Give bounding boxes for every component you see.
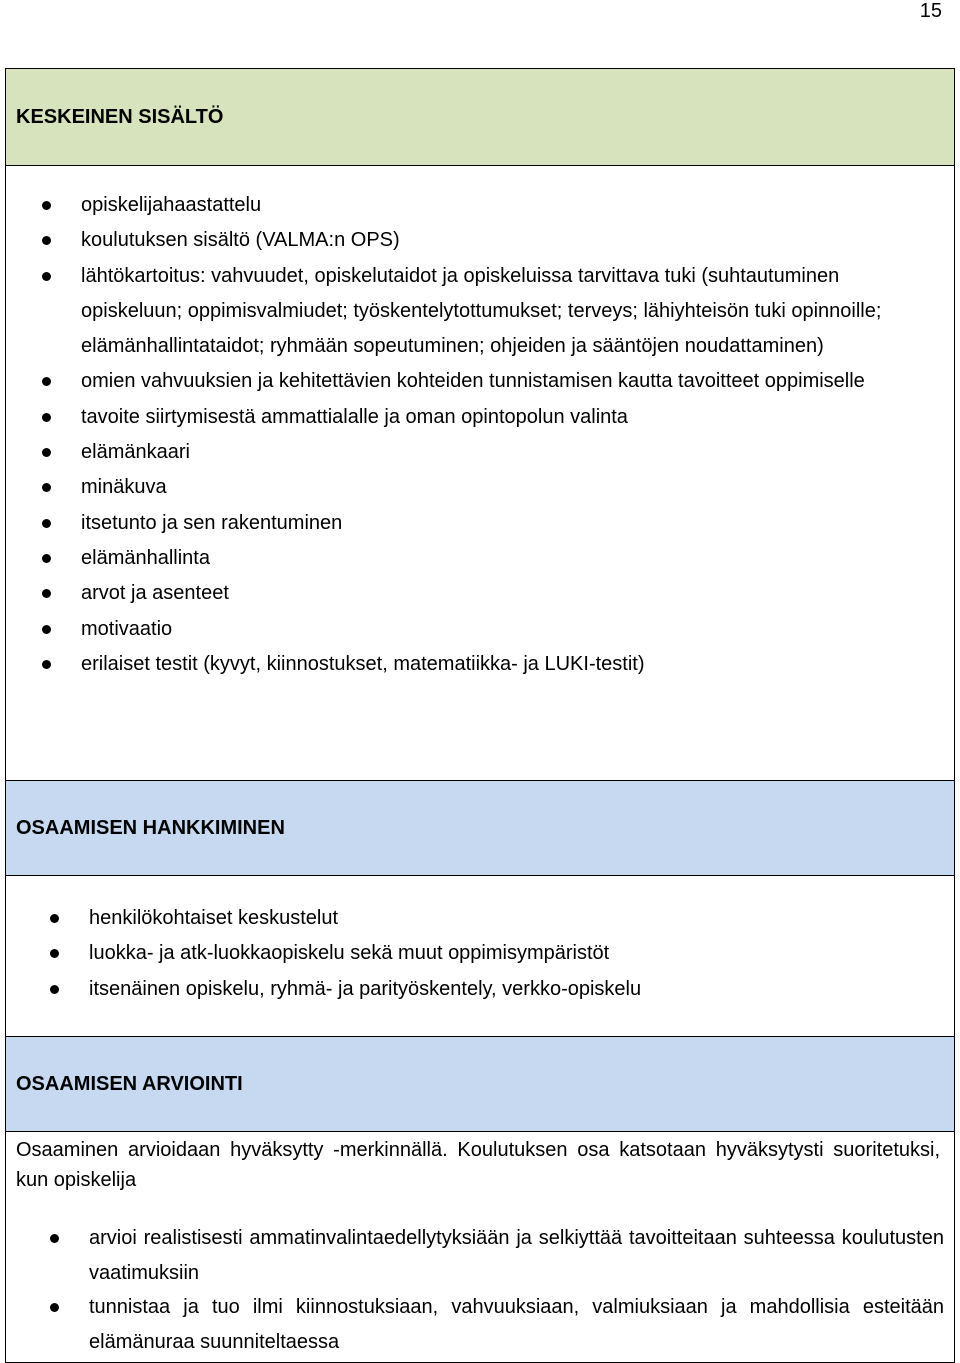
list-item: erilaiset testit (kyvyt, kiinnostukset, matematiikka- ja LUKI-testit) xyxy=(16,647,954,682)
list-item: itsenäinen opiskelu, ryhmä- ja parityöskentely, verkko-opiskelu xyxy=(16,972,954,1007)
content-table xyxy=(5,68,955,1363)
osaamisen-arviointi-content xyxy=(6,1132,955,1363)
list-item: tavoite siirtymisestä ammattialalle ja oman opintopolun valinta xyxy=(16,400,954,435)
list-item: tunnistaa ja tuo ilmi kiinnostuksiaan, vahvuuksiaan, valmiuksiaan ja mahdollisia esteitään elämänuraa suunniteltaessa xyxy=(16,1290,954,1359)
keskeinen-sisalto-header xyxy=(6,69,955,166)
list-item: elämänhallinta xyxy=(16,541,954,576)
arviointi-intro: Osaaminen arvioidaan hyväksytty -merkinnällä. Koulutuksen osa katsotaan hyväksytysti suoritetuksi, kun opiskelija xyxy=(16,1139,940,1191)
list-item: koulutuksen sisältö (VALMA:n OPS) xyxy=(16,223,954,258)
list-item: minäkuva xyxy=(16,470,954,505)
osaamisen-hankkiminen-content xyxy=(6,876,955,1037)
section-heading: OSAAMISEN ARVIOINTI xyxy=(16,1072,243,1095)
list-item: arvot ja asenteet xyxy=(16,576,954,611)
list-item: henkilökohtaiset keskustelut xyxy=(16,901,954,936)
keskeinen-sisalto-content xyxy=(6,166,955,781)
osaamisen-hankkiminen-list xyxy=(16,876,954,1007)
list-item: motivaatio xyxy=(16,612,954,647)
osaamisen-hankkiminen-header xyxy=(6,781,955,876)
section-heading: KESKEINEN SISÄLTÖ xyxy=(16,105,224,128)
list-item: elämänkaari xyxy=(16,435,954,470)
keskeinen-sisalto-list xyxy=(16,166,954,682)
list-item: itsetunto ja sen rakentuminen xyxy=(16,506,954,541)
osaamisen-arviointi-list xyxy=(16,1195,954,1359)
list-item: luokka- ja atk-luokkaopiskelu sekä muut oppimisympäristöt xyxy=(16,936,954,971)
section-heading: OSAAMISEN HANKKIMINEN xyxy=(16,816,285,839)
list-item: arvioi realistisesti ammatinvalintaedellytyksiään ja selkiyttää tavoitteitaan suhteessa koulutusten vaatimuksiin xyxy=(16,1221,954,1290)
page-number: 15 xyxy=(919,0,942,22)
list-item: lähtökartoitus: vahvuudet, opiskelutaidot ja opiskeluissa tarvittava tuki (suhtautuminen opiskeluun; oppimisvalmiudet; työskentelytottumukset; terveys; lähiyhteisön tuki opinnoille; elämänhallintataidot; ryhmään sopeutuminen; ohjeiden ja sääntöjen noudattaminen) xyxy=(16,259,954,365)
list-item: opiskelijahaastattelu xyxy=(16,188,954,223)
list-item: omien vahvuuksien ja kehitettävien kohteiden tunnistamisen kautta tavoitteet oppimiselle xyxy=(16,364,954,399)
osaamisen-arviointi-header xyxy=(6,1037,955,1132)
